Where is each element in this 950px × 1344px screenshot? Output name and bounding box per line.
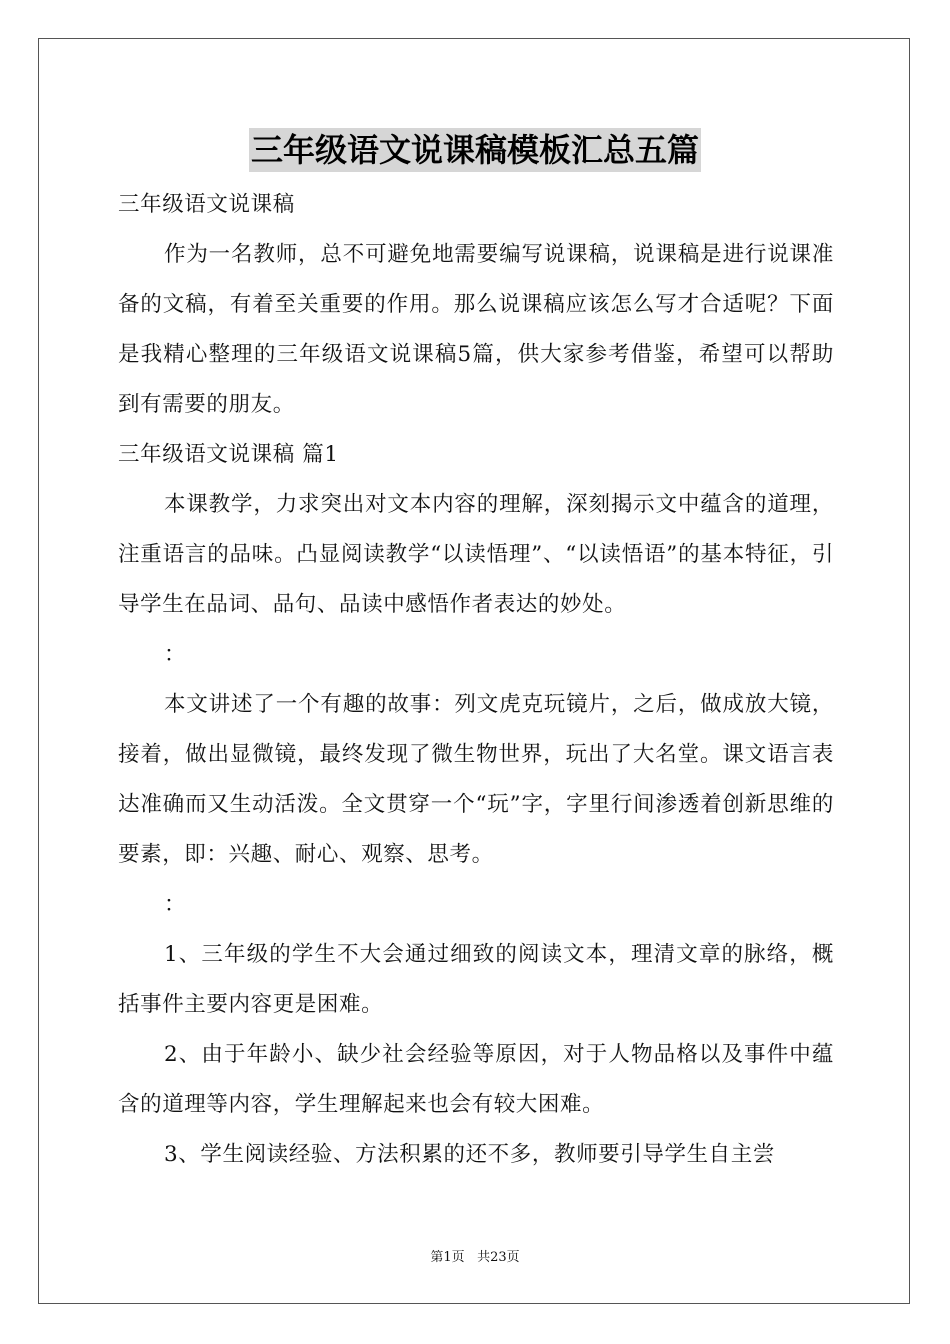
page-footer — [0, 1246, 950, 1265]
paragraph: ： — [164, 642, 187, 667]
title-area — [0, 128, 950, 172]
paragraph: 2、由于年龄小、缺少社会经验等原因，对于人物品格以及事件中蕴含的道理等内容，学生理解起来也会有较大困难。 — [118, 1042, 834, 1117]
document-title: 三年级语文说课稿模板汇总五篇 — [249, 128, 701, 172]
paragraph: 1、三年级的学生不大会通过细致的阅读文本，理清文章的脉络，概括事件主要内容更是困难。 — [118, 942, 834, 1017]
paragraph: 本课教学，力求突出对文本内容的理解，深刻揭示文中蕴含的道理，注重语言的品味。凸显阅读教学“以读悟理”、“以读悟语”的基本特征，引导学生在品词、品句、品读中感悟作者表达的妙处。 — [118, 492, 834, 617]
paragraph: 本文讲述了一个有趣的故事：列文虎克玩镜片，之后，做成放大镜，接着，做出显微镜，最终发现了微生物世界，玩出了大名堂。课文语言表达准确而又生动活泼。全文贯穿一个“玩”字，字里行间渗透着创新思维的要素，即：兴趣、耐心、观察、思考。 — [118, 692, 834, 867]
paragraph: 3、学生阅读经验、方法积累的还不多，教师要引导学生自主尝 — [164, 1142, 775, 1167]
paragraph: ： — [164, 892, 187, 917]
section-heading: 三年级语文说课稿 — [118, 192, 295, 217]
document-body — [118, 180, 834, 1180]
paragraph: 作为一名教师，总不可避免地需要编写说课稿，说课稿是进行说课准备的文稿，有着至关重要的作用。那么说课稿应该怎么写才合适呢？下面是我精心整理的三年级语文说课稿5篇，供大家参考借鉴，希望可以帮助到有需要的朋友。 — [118, 242, 834, 417]
section-heading: 三年级语文说课稿 篇1 — [118, 442, 339, 467]
page-number: 第1页 — [430, 1250, 465, 1265]
page-total: 共23页 — [477, 1250, 520, 1265]
